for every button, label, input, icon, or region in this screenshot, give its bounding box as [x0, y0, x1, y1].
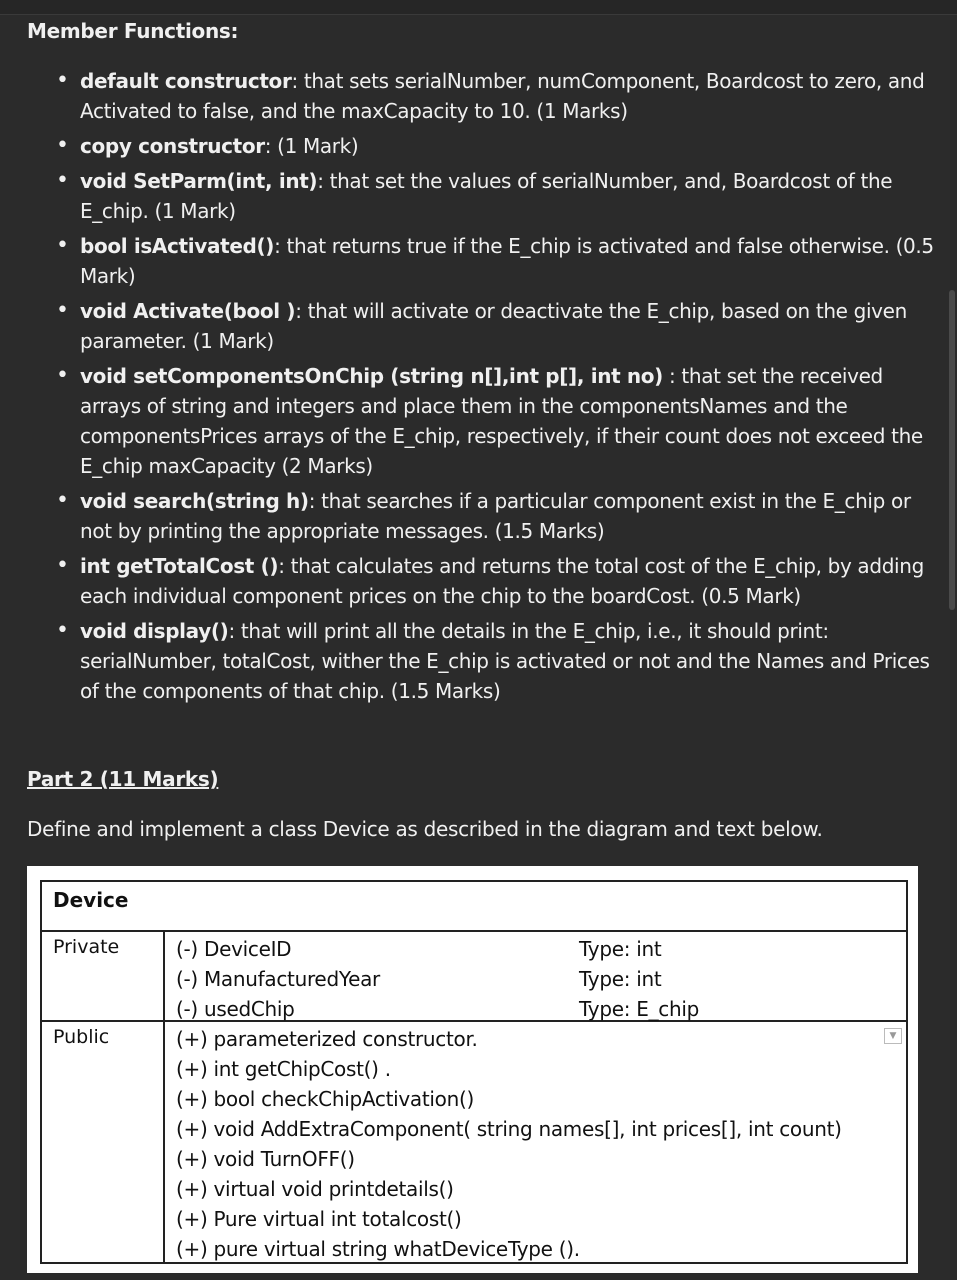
function-name: bool isActivated(): [80, 234, 275, 258]
member-line: (+) pure virtual string whatDeviceType ().: [176, 1237, 580, 1261]
function-desc: : (1 Mark): [264, 134, 359, 158]
list-item: [0, 231, 940, 291]
member-line: (+) void AddExtraComponent( string names[], int prices[], int count): [176, 1117, 842, 1141]
list-item: [0, 551, 940, 611]
function-desc: : that will activate or deactivate the E_chip, based on the given parameter. (1 Mark): [80, 299, 907, 353]
function-name: void Activate(bool ): [80, 299, 296, 323]
scrollbar[interactable]: [949, 290, 955, 610]
function-name: void display(): [80, 619, 229, 643]
member-type: Type: int: [579, 967, 662, 991]
function-desc: : that set the received arrays of string and integers and place them in the componentsNames and the componentsPrices arrays of the E_chip, respectively, if their count does not exceed the E_chip maxCapacity (2 Marks): [80, 364, 923, 478]
member-line: (+) parameterized constructor.: [176, 1027, 478, 1051]
part2-heading: Part 2 (11 Marks): [27, 767, 219, 791]
list-item: [0, 66, 940, 126]
member-functions-list: [0, 66, 940, 711]
uml-class-name: Device: [42, 882, 906, 932]
function-name: void setComponentsOnChip (string n[],int p[], int no): [80, 364, 663, 388]
function-name: int getTotalCost (): [80, 554, 279, 578]
function-desc: : that will print all the details in the E_chip, i.e., it should print: serialNumber, totalCost, wither the E_chip is activated or not and the Names and Prices of the components of that chip. (1.5 Marks): [80, 619, 930, 703]
member-name: (-) DeviceID: [176, 937, 292, 961]
member-type: Type: E_chip: [579, 997, 699, 1021]
member-functions-heading: Member Functions:: [27, 19, 239, 43]
member-line: [176, 994, 906, 1024]
function-desc: : that returns true if the E_chip is activated and false otherwise. (0.5 Mark): [80, 234, 934, 288]
uml-class-table: [40, 880, 908, 1264]
list-item: [0, 486, 940, 546]
list-item: [0, 296, 940, 356]
top-bar: [0, 0, 957, 15]
function-desc: : that calculates and returns the total cost of the E_chip, by adding each individual component prices on the chip to the boardCost. (0.5 Mark): [80, 554, 924, 608]
list-item: [0, 131, 940, 161]
function-name: void search(string h): [80, 489, 309, 513]
public-members: [165, 1022, 906, 1262]
function-name: copy constructor: [80, 134, 265, 158]
function-desc: : that searches if a particular component exist in the E_chip or not by printing the appropriate messages. (1.5 Marks): [80, 489, 911, 543]
private-label: Private: [42, 932, 165, 1020]
member-line: (+) int getChipCost() .: [176, 1057, 391, 1081]
public-label: Public: [42, 1022, 165, 1262]
list-item: [0, 361, 940, 481]
list-item: [0, 166, 940, 226]
member-line: (+) Pure virtual int totalcost(): [176, 1207, 462, 1231]
function-desc: : that set the values of serialNumber, and, Boardcost of the E_chip. (1 Mark): [80, 169, 893, 223]
function-name: default constructor: [80, 69, 292, 93]
uml-private-row: [42, 932, 906, 1022]
member-line: [176, 964, 906, 994]
member-line: (+) bool checkChipActivation(): [176, 1087, 474, 1111]
function-desc: : that sets serialNumber, numComponent, Boardcost to zero, and Activated to false, and the maxCapacity to 10. (1 Marks): [80, 69, 925, 123]
private-members: [165, 932, 906, 1020]
member-line: [176, 934, 906, 964]
chevron-down-icon[interactable]: ▼: [884, 1028, 902, 1044]
member-name: (-) ManufacturedYear: [176, 967, 380, 991]
member-name: (-) usedChip: [176, 997, 295, 1021]
member-line: (+) void TurnOFF(): [176, 1147, 355, 1171]
uml-diagram-image: [27, 866, 918, 1273]
member-type: Type: int: [579, 937, 662, 961]
uml-public-row: [42, 1022, 906, 1262]
function-name: void SetParm(int, int): [80, 169, 318, 193]
member-line: (+) virtual void printdetails(): [176, 1177, 454, 1201]
list-item: [0, 616, 940, 706]
part2-intro: Define and implement a class Device as described in the diagram and text below.: [27, 817, 823, 841]
